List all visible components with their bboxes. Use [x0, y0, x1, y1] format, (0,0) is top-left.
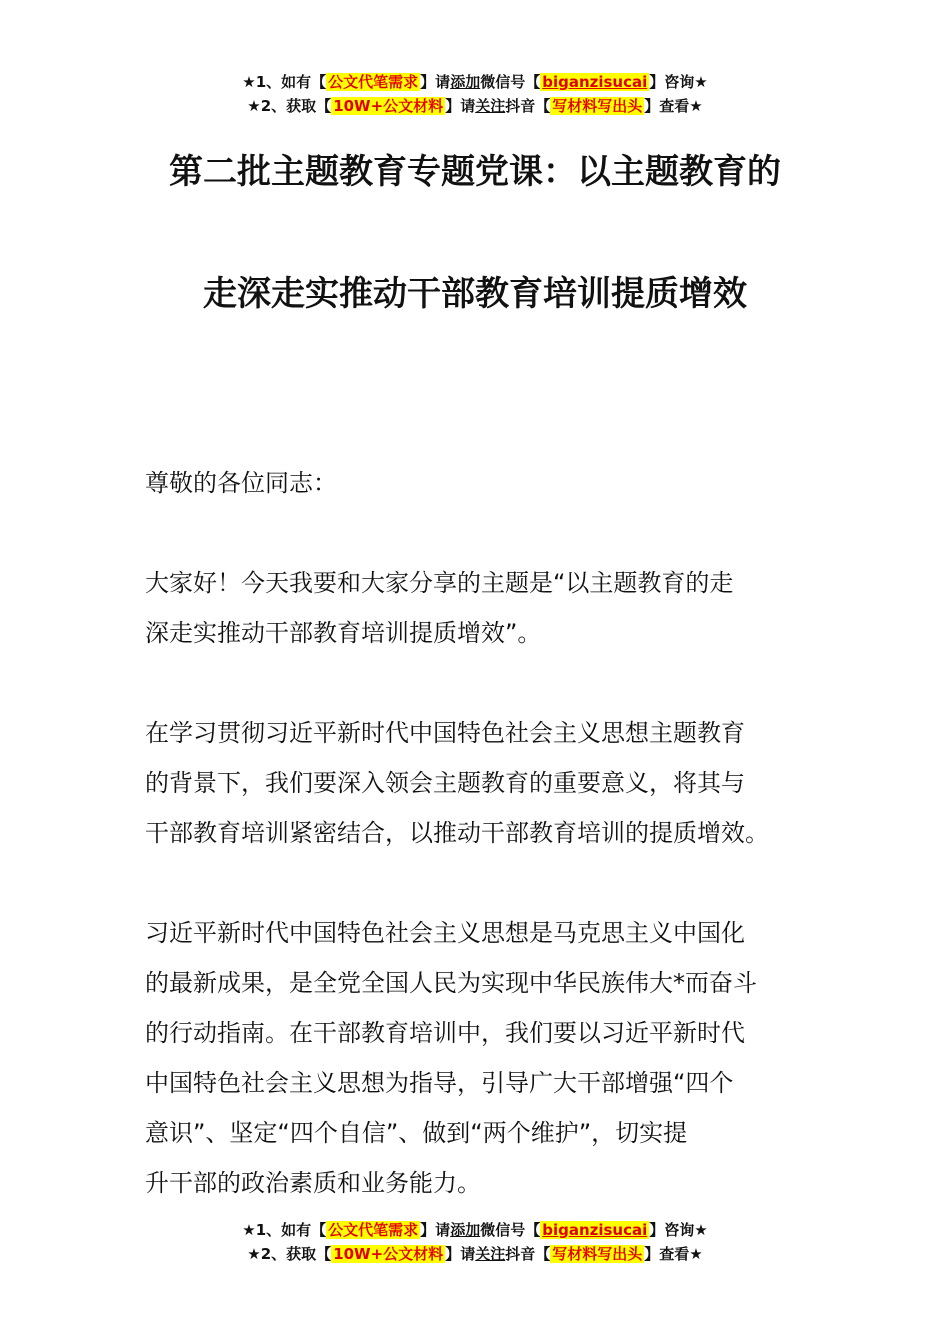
paragraph-line: 的最新成果，是全党全国人民为实现中华民族伟大*而奋斗	[145, 969, 757, 997]
document-title-line-1: 第二批主题教育专题党课：以主题教育的	[169, 152, 781, 192]
paragraph-line: 习近平新时代中国特色社会主义思想是马克思主义中国化	[145, 919, 745, 947]
highlight-wechat-id: biganzisucai	[542, 73, 648, 91]
underlined-text: 关注	[475, 1245, 506, 1263]
paragraph-line: 深走实推动干部教育培训提质增效”。	[145, 619, 542, 647]
banner-text: 微信号【	[480, 1221, 541, 1239]
underlined-text: 添加	[450, 1221, 481, 1239]
paragraph-line: 升干部的政治素质和业务能力。	[145, 1169, 481, 1197]
highlight-materials: 10W+公文材料	[333, 1245, 444, 1263]
banner-line-1	[0, 1218, 950, 1242]
banner-text: ★1、如有【	[242, 1221, 327, 1239]
greeting: 尊敬的各位同志：	[145, 469, 337, 497]
paragraph-line: 在学习贯彻习近平新时代中国特色社会主义思想主题教育	[145, 719, 745, 747]
paragraph-2	[145, 708, 810, 858]
banner-text: 】请	[445, 1245, 476, 1263]
banner-text: 抖音【	[505, 97, 551, 115]
banner-line-1	[0, 70, 950, 94]
banner-text: 】查看★	[644, 97, 703, 115]
banner-text: 】请	[420, 1221, 451, 1239]
banner-text: 】查看★	[644, 1245, 703, 1263]
document-title-line-2: 走深走实推动干部教育培训提质增效	[203, 274, 747, 314]
underlined-text: 关注	[475, 97, 506, 115]
highlight-douyin-account: 写材料写出头	[552, 97, 643, 115]
banner-text: 】请	[420, 73, 451, 91]
paragraph-line: 的行动指南。在干部教育培训中，我们要以习近平新时代	[145, 1019, 745, 1047]
banner-text: ★2、获取【	[247, 97, 332, 115]
banner-line-2	[0, 94, 950, 118]
highlight-service: 公文代笔需求	[328, 1221, 419, 1239]
banner-text: 抖音【	[505, 1245, 551, 1263]
paragraph-line: 干部教育培训紧密结合，以推动干部教育培训的提质增效。	[145, 819, 769, 847]
footer-banner	[0, 1218, 950, 1266]
banner-text: ★1、如有【	[242, 73, 327, 91]
paragraph-line: 的背景下，我们要深入领会主题教育的重要意义，将其与	[145, 769, 745, 797]
paragraph-line: 意识”、坚定“四个自信”、做到“两个维护”，切实提	[145, 1119, 688, 1147]
header-banner	[0, 70, 950, 118]
banner-text: 】咨询★	[649, 73, 708, 91]
banner-text: 】请	[445, 97, 476, 115]
banner-line-2	[0, 1242, 950, 1266]
banner-text: ★2、获取【	[247, 1245, 332, 1263]
highlight-materials: 10W+公文材料	[333, 97, 444, 115]
underlined-text: 添加	[450, 73, 481, 91]
highlight-wechat-id: biganzisucai	[542, 1221, 648, 1239]
banner-text: 】咨询★	[649, 1221, 708, 1239]
banner-text: 微信号【	[480, 73, 541, 91]
paragraph-1	[145, 558, 810, 658]
highlight-service: 公文代笔需求	[328, 73, 419, 91]
paragraph-3	[145, 908, 810, 1208]
paragraph-line: 大家好！今天我要和大家分享的主题是“以主题教育的走	[145, 569, 734, 597]
paragraph-line: 中国特色社会主义思想为指导，引导广大干部增强“四个	[145, 1069, 734, 1097]
highlight-douyin-account: 写材料写出头	[552, 1245, 643, 1263]
